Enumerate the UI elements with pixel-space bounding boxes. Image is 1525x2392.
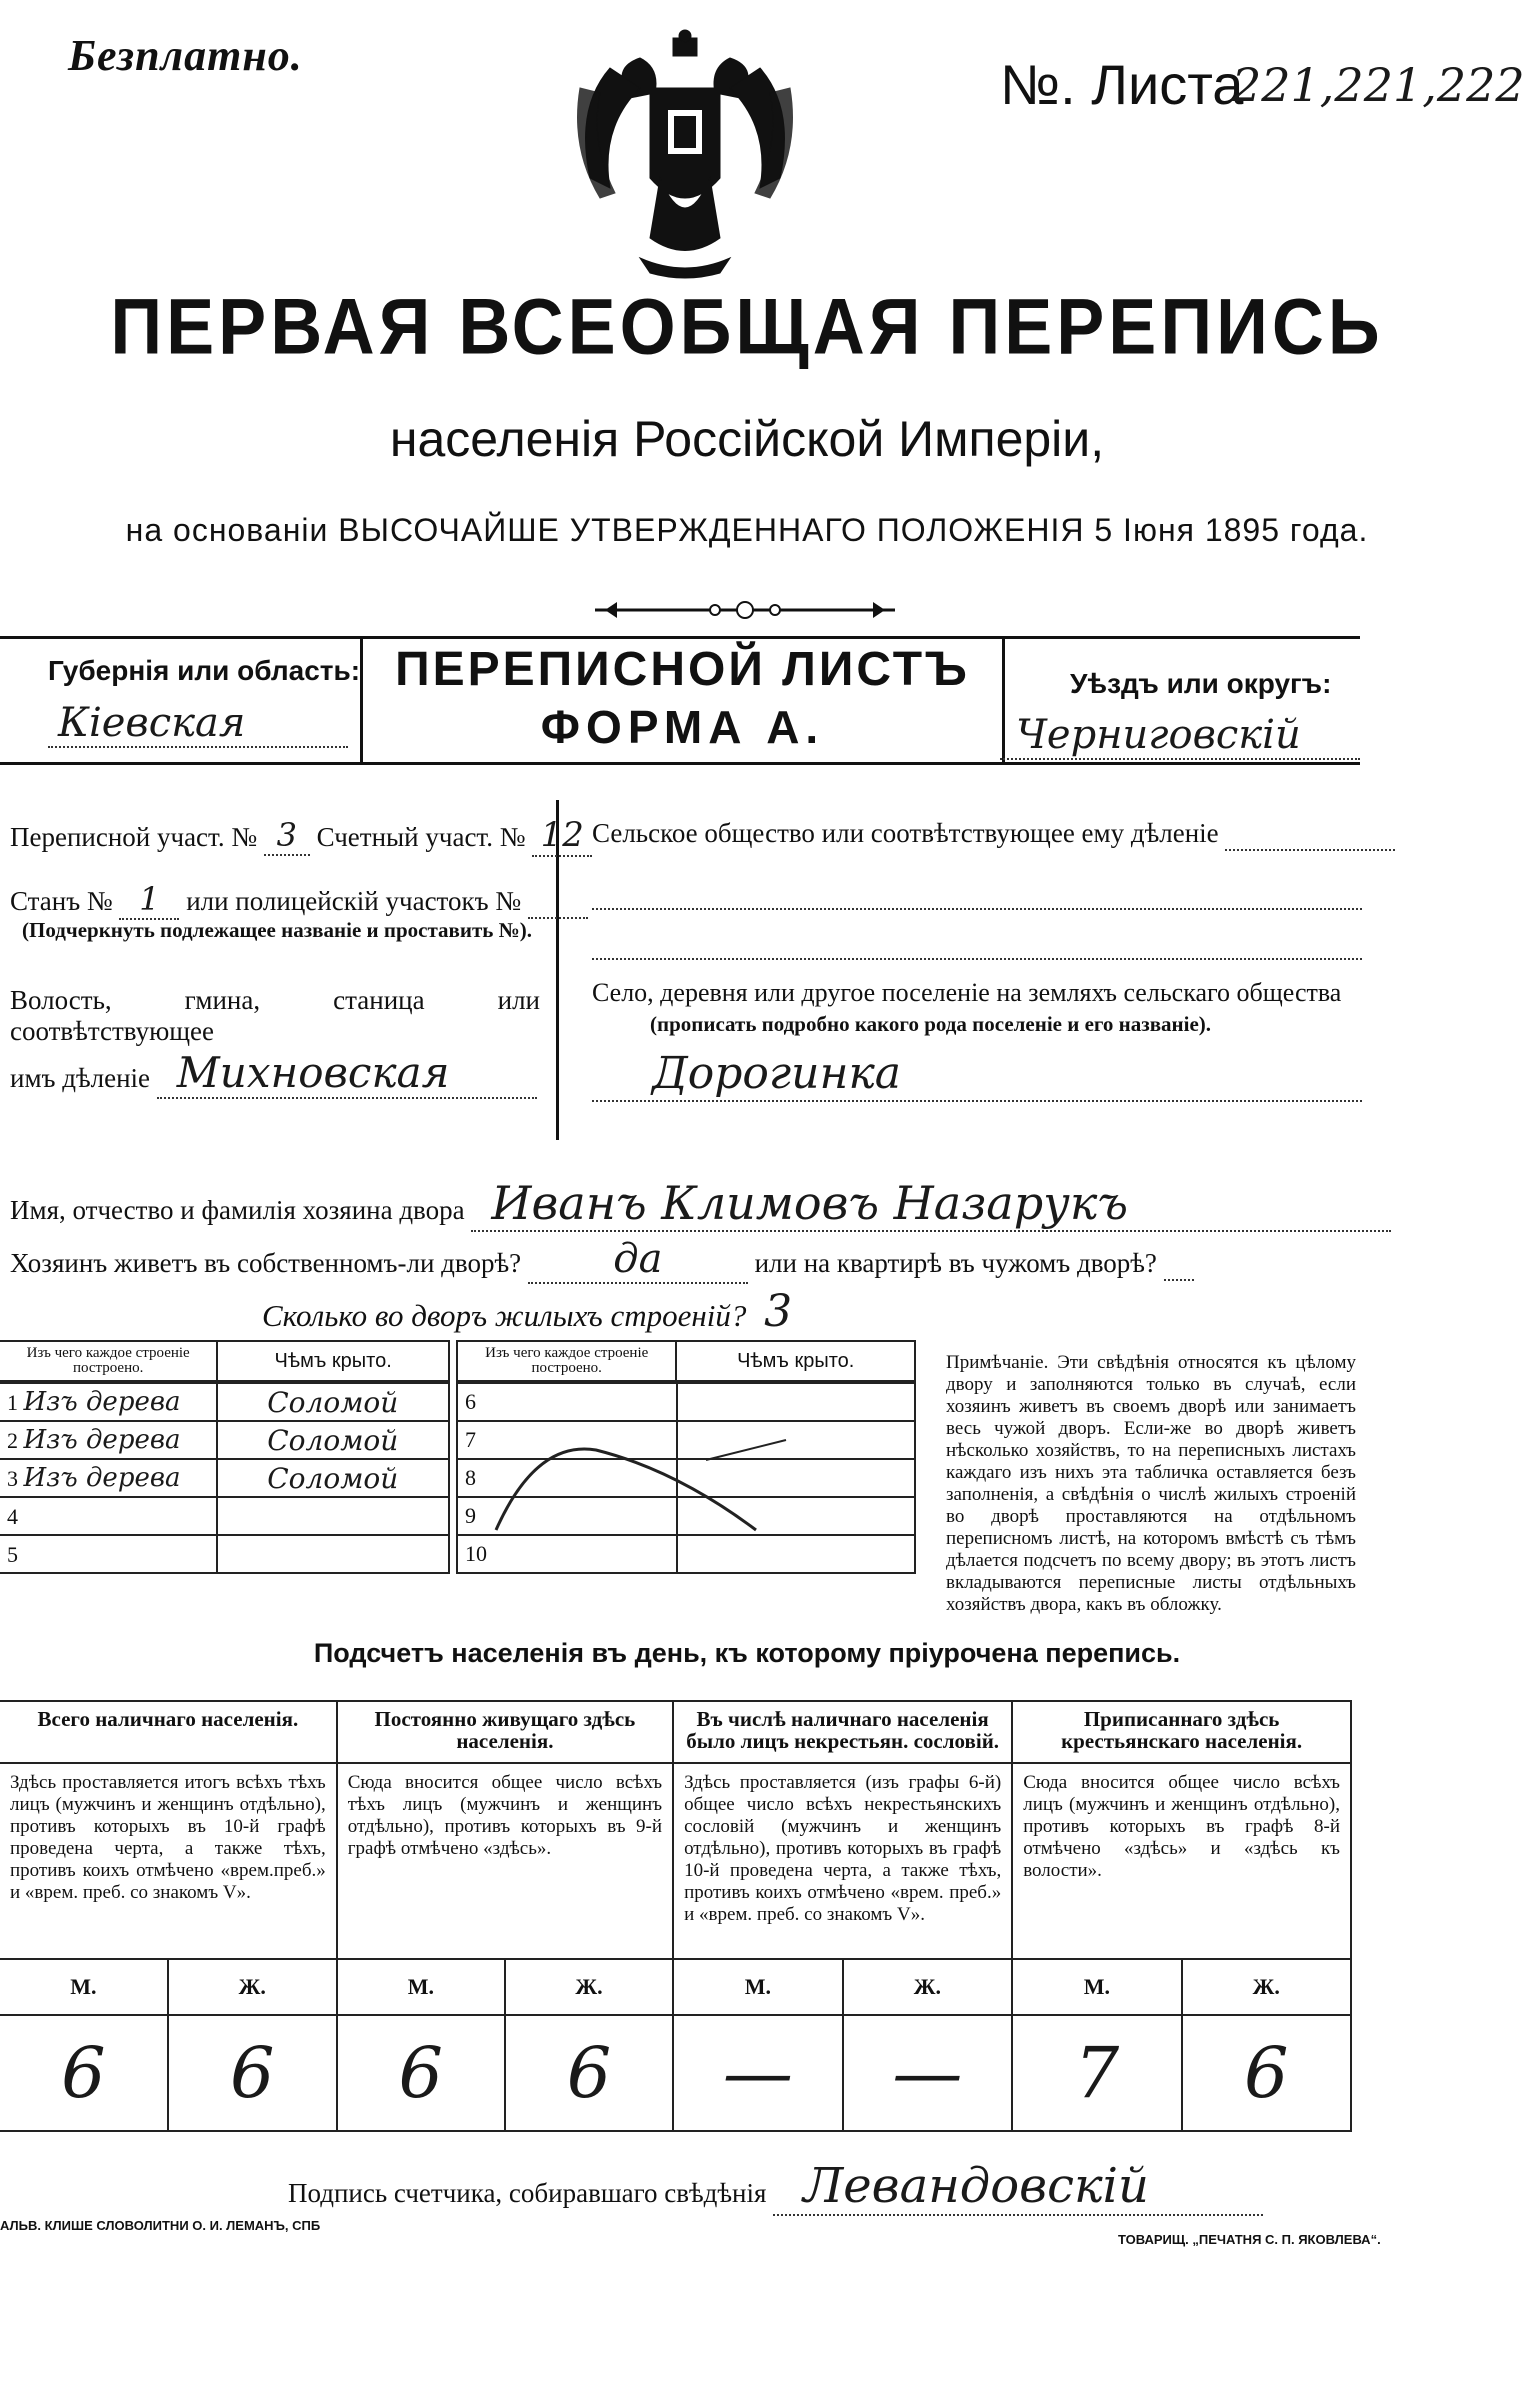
male-count: 6 [337,2015,505,2131]
volost-label: Волость, гмина, станица или соотвѣтствующее [10,985,540,1046]
owner-name-value: Иванъ Климовъ Назарукъ [471,1176,1391,1232]
female-count: 6 [168,2015,337,2131]
uezd-value: Черниговскій [1016,712,1301,758]
col-roof-header: Чѣмъ крыто. [217,1341,449,1381]
female-label: Ж. [1182,1959,1351,2015]
col-material-header: Изъ чего каждое строеніе построено. [0,1341,217,1381]
signature-row [288,2158,1263,2216]
building-number: 7 [465,1427,476,1452]
gubernia-field [48,700,348,748]
male-count: 7 [1012,2015,1181,2131]
stan-note: (Подчеркнуть подлежащее названіе и проставить №). [22,918,532,942]
female-label: Ж. [168,1959,337,2015]
building-row [457,1535,915,1573]
count-col-head: Приписаннаго здѣсь крестьянскаго населенія. [1012,1701,1351,1763]
uezd-label: Уѣздъ или округъ: [1070,668,1332,699]
building-number: 4 [7,1504,18,1529]
printer-right: ТОВАРИЩ. „ПЕЧАТНЯ С. П. ЯКОВЛЕВА“. [1118,2232,1381,2247]
building-row [0,1535,449,1573]
building-number: 10 [465,1541,487,1566]
obshchestvo-field-line-2 [592,880,1362,910]
schet-uch-label: Счетный участ. № [316,822,526,852]
volost-label-2: имъ дѣленіе [10,1063,151,1093]
signature-value: Левандовскій [773,2158,1263,2216]
female-count: — [843,2015,1013,2131]
volost-row [10,1048,537,1099]
stan-label: Станъ № [10,886,113,916]
perep-uch-row [10,815,592,857]
male-label: М. [673,1959,843,2015]
building-row [0,1497,449,1535]
sheet-number-label: №. Листа [1000,53,1244,116]
building-number: 8 [465,1465,476,1490]
selo-value: Дорогинка [652,1048,901,1099]
building-row [0,1421,449,1459]
ornament-divider [595,596,895,624]
building-roof: Соломой [267,1385,399,1419]
owner-own-label: Хозяинъ живетъ въ собственномъ-ли дворѣ? [10,1248,522,1278]
building-number: 2 [7,1428,18,1453]
buildings-count-value: 3 [764,1286,793,1337]
top-box-border-top [0,636,1360,639]
owner-name-label: Имя, отчество и фамилія хозяина двора [10,1195,465,1225]
building-material-cell [457,1535,677,1573]
volost-value: Михновская [157,1048,537,1099]
count-col-desc: Сюда вносится общее число всѣхъ лицъ (мужчинъ и женщинъ отдѣльно), противъ которыхъ въ графѣ 8-й отмѣчено «здѣсь» и «здѣсь къ волости». [1012,1763,1351,1959]
female-label: Ж. [843,1959,1013,2015]
building-material-cell [0,1459,217,1497]
col-roof-header-right: Чѣмъ крыто. [676,1341,915,1381]
population-count-table [0,1700,1352,2132]
building-roof-cell [217,1459,449,1497]
building-material-cell [457,1383,677,1421]
male-label: М. [0,1959,168,2015]
building-roof-cell [217,1421,449,1459]
gubernia-value: Кіевская [58,700,246,746]
building-material: Изъ дерева [23,1463,181,1493]
female-count: 6 [1182,2015,1351,2131]
owner-name-row [10,1176,1391,1232]
buildings-count-row [262,1286,792,1337]
count-col-desc: Здѣсь проставляется (изъ графы 6-й) общее число всѣхъ некрестьянскихъ сословій (мужчинъ и женщинъ отдѣльно), противъ которыхъ въ графѣ 10-й проведена черта, а также тѣхъ, противъ коихъ отмѣчено «врем. преб.» и «врем. преб. со знакомъ V». [673,1763,1012,1959]
building-roof-cell [677,1535,915,1573]
building-number: 5 [7,1542,18,1567]
buildings-table-left [0,1340,450,1574]
building-roof-cell [217,1383,449,1421]
owner-rent-field [1164,1248,1194,1281]
female-count: 6 [505,2015,673,2131]
building-number: 1 [7,1390,18,1415]
uezd-field [1000,712,1360,760]
printer-left: АЛЬВ. КЛИШЕ СЛОВОЛИТНИ О. И. ЛЕМАНЪ, СПБ [0,2218,321,2233]
buildings-count-label: Сколько во дворъ жилыхъ строеній? [262,1298,747,1333]
building-roof-cell [217,1535,449,1573]
building-number: 9 [465,1503,476,1528]
free-label: Безплатно. [68,31,303,80]
selo-field [592,1048,1362,1102]
building-roof: Соломой [267,1423,399,1457]
count-section-title: Подсчетъ населенія въ день, къ которому пріурочена перепись. [313,1638,1181,1668]
obshchestvo-field-line-3 [592,930,1362,960]
owner-own-value: да [528,1236,748,1284]
building-material: Изъ дерева [23,1425,181,1455]
building-material-cell [0,1383,217,1421]
count-col-desc: Здѣсь проставляется итогъ всѣхъ тѣхъ лицъ (мужчинъ и женщинъ отдѣльно), противъ которыхъ въ 10-й графѣ проведена черта, а также тѣхъ, противъ коихъ отмѣчено «врем.преб.» и «врем. преб. со знакомъ V». [0,1763,337,1959]
signature-label: Подпись счетчика, собиравшаго свѣдѣнія [288,2178,767,2208]
building-roof-cell [677,1383,915,1421]
obshchestvo-label: Сельское общество или соотвѣтствующее ему дѣленіе [592,818,1219,848]
building-material-cell [0,1535,217,1573]
perep-uch-label: Переписной участ. № [10,822,258,852]
gubernia-label: Губернія или область: [48,655,361,686]
count-col-desc: Сюда вносится общее число всѣхъ тѣхъ лицъ (мужчинъ и женщинъ отдѣльно), противъ которыхъ въ 9-й графѣ отмѣчено «здѣсь». [337,1763,673,1959]
obshchestvo-field [1225,818,1395,851]
male-count: 6 [0,2015,168,2131]
schet-uch-value: 12 [532,815,592,857]
building-row [457,1383,915,1421]
buildings-table-right [456,1340,916,1574]
census-subtitle: населенія Россійской Имперіи, [389,411,1105,467]
sheet-number-value: 221,221,222 [1232,58,1525,112]
stan-rest: или полицейскій участокъ № [186,886,522,916]
selo-label: Село, деревня или другое поселеніе на земляхъ сельскаго общества [592,978,1342,1007]
perep-uch-value: 3 [264,816,310,856]
form-title: ПЕРЕПИСНОЙ ЛИСТЪ [395,643,970,696]
obshchestvo-row [592,818,1395,851]
cancel-strike-mark [496,1430,796,1540]
count-col-head: Всего наличнаго населенія. [0,1701,337,1763]
stan-row [10,880,588,920]
building-material-cell [0,1421,217,1459]
male-count: — [673,2015,843,2131]
building-material: Изъ дерева [23,1387,181,1417]
building-roof-cell [217,1497,449,1535]
building-material-cell [0,1497,217,1535]
building-number: 3 [7,1466,18,1491]
police-district-field [528,886,588,919]
owner-rent-label: или на квартирѣ въ чужомъ дворѣ? [754,1248,1157,1278]
building-number: 6 [465,1389,476,1414]
buildings-note: Примѣчаніе. Эти свѣдѣнія относятся къ цѣлому двору и заполняются только въ случаѣ, если хозяинъ живетъ въ своемъ дворѣ или занимаетъ весь чужой дворъ. Если-же во дворѣ живетъ нѣсколько хозяйствъ, то на переписныхъ листахъ каждаго изъ нихъ эта табличка оставляется безъ заполненія, а свѣдѣнія о числѣ жилыхъ строеній во дворѣ проставляются на отдѣльномъ переписномъ листѣ, на которомъ вмѣстѣ съ тѣмъ дѣлается подсчетъ по всему двору; въ этотъ листъ вкладываются переписные листы отдѣльныхъ хозяйствъ двора, какъ въ обложку. [946,1352,1356,1615]
count-col-head: Постоянно живущаго здѣсь населенія. [337,1701,673,1763]
building-row [0,1383,449,1421]
double-headed-eagle-emblem [560,28,810,278]
female-label: Ж. [505,1959,673,2015]
col-material-header-right: Изъ чего каждое строеніе построено. [457,1341,676,1381]
census-title: ПЕРВАЯ ВСЕОБЩАЯ ПЕРЕПИСЬ [110,283,1384,371]
selo-note: (прописать подробно какого рода поселеніе и его названіе). [650,1012,1212,1036]
owner-residence-row [10,1236,1194,1284]
top-box-border-bottom [0,762,1360,765]
stan-value: 1 [119,880,179,920]
form-name: ФОРМА А. [540,701,825,753]
male-label: М. [1012,1959,1181,2015]
building-row [0,1459,449,1497]
male-label: М. [337,1959,505,2015]
building-roof: Соломой [267,1461,399,1495]
count-col-head: Въ числѣ наличнаго населенія было лицъ некрестьян. сословій. [673,1701,1012,1763]
census-basis: на основаніи ВЫСОЧАЙШЕ УТВЕРЖДЕННАГО ПОЛОЖЕНІЯ 5 Іюня 1895 года. [125,512,1369,548]
